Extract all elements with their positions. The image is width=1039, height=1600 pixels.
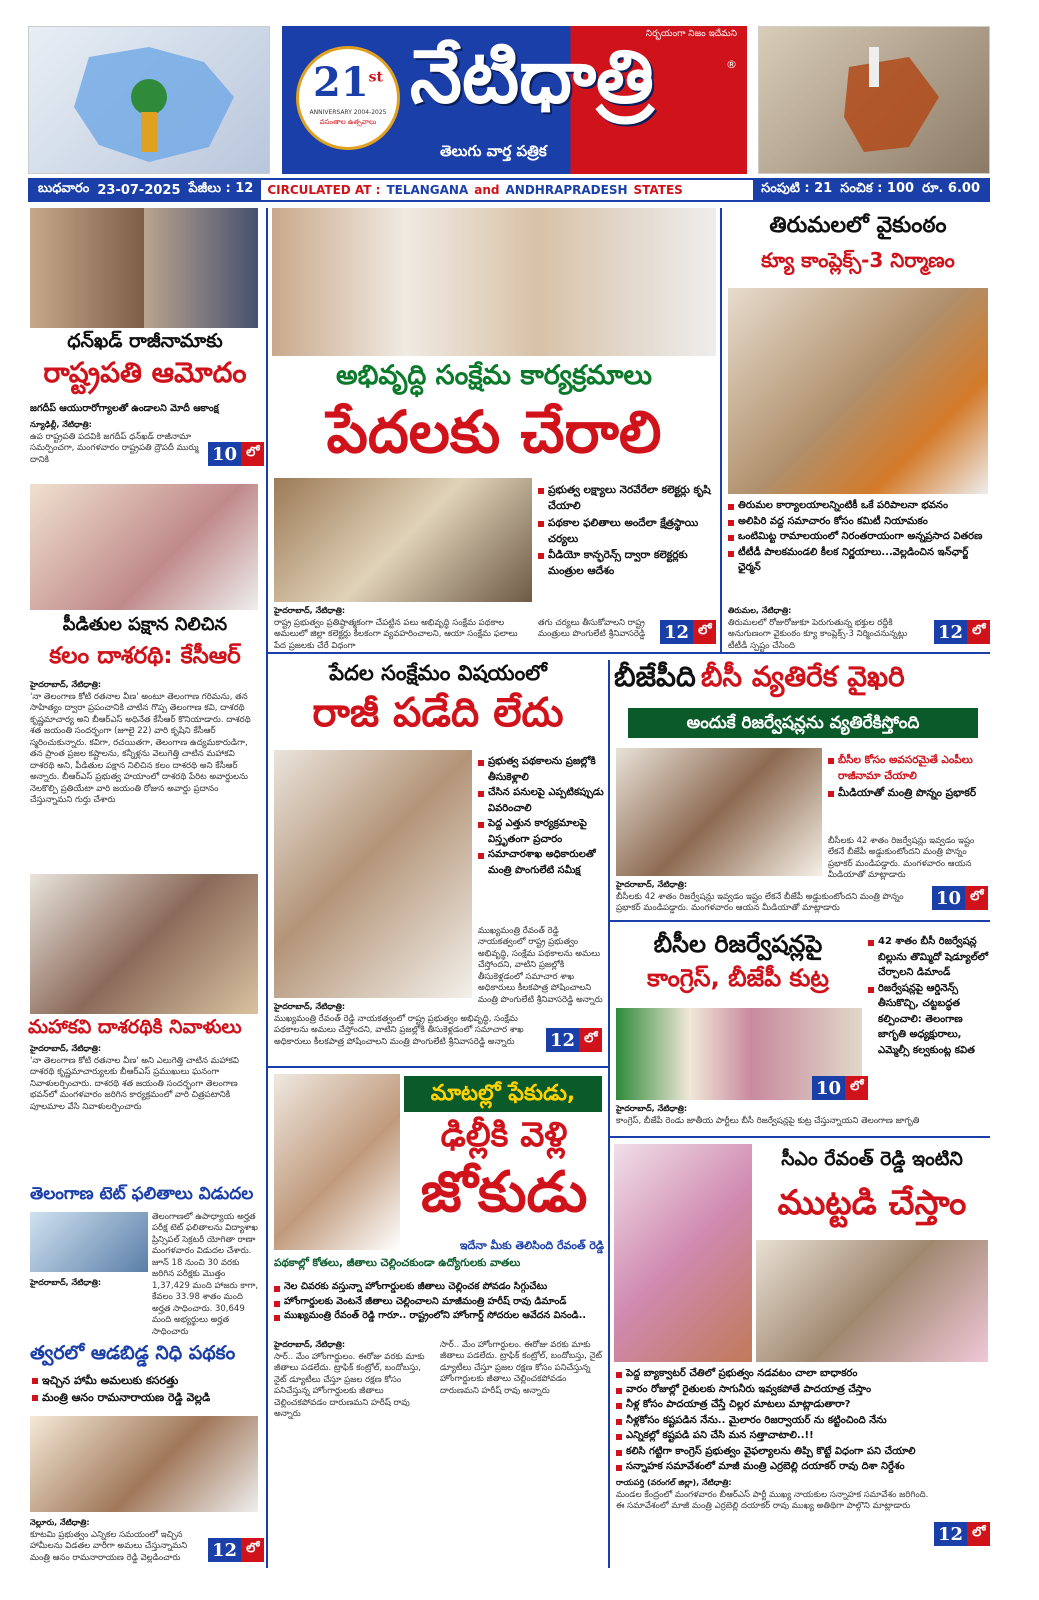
s6-headline: తెలంగాణ టెట్ ఫలితాలు విడుదల: [30, 1184, 254, 1204]
s8-bullets: [478, 754, 604, 878]
s9-headline-row: [614, 662, 990, 691]
s9-headline2: బీసీ వ్యతిరేక వైఖరి: [700, 660, 905, 693]
andhra-map-icon: [759, 27, 991, 175]
s7-bullet: ఇచ్చిన హామీ అమలుకు కసరత్తు: [32, 1372, 260, 1389]
s2-lo: లో: [693, 620, 716, 644]
price: రూ. 6.00: [922, 181, 980, 196]
s10-dateline: హైదరాబాద్, నేటిధాత్రి:: [616, 1104, 688, 1113]
s10-body: కాంగ్రెస్, బీజేపీ రెండు జాతీయ పార్టీలు బీసీ రిజర్వేషన్లపై కుట్ర చేస్తున్నాయని తెలంగాణ జాగృతి: [616, 1116, 920, 1126]
s3-bullet: టీటీడీ పాలకమండలి కీలక నిర్ణయాలు...వెల్లడించిన ఇన్‌ఛార్జ్ ఛైర్మన్: [728, 545, 990, 576]
s7-headline: త్వరలో ఆడబిడ్డ నిధి పథకం: [30, 1342, 236, 1364]
masthead-subtitle: తెలుగు వార్త పత్రిక: [440, 142, 547, 160]
s2-bullet: ప్రభుత్వ లక్ష్యాలు నెరవేరేలా కలెక్టర్లు కృషి చేయాలి: [538, 482, 714, 515]
s7-dateline: నెల్లూరు, నేటిధాత్రి:: [30, 1518, 90, 1527]
column-rule-mid: [608, 660, 610, 1568]
s11-bullets: [274, 1280, 604, 1324]
s2-body2: తగు చర్యలు తీసుకోవాలని రాష్ట్ర మంత్రులు పొంగులేటి శ్రీనివాసరెడ్డి: [538, 618, 646, 640]
s10-page-badge: [812, 1076, 868, 1100]
s4-kicker: పీడితుల పక్షాన నిలిచిన: [62, 614, 228, 635]
s6-dateline: హైదరాబాద్, నేటిధాత్రి:: [30, 1278, 102, 1287]
story-dasarathi-tribute: [28, 874, 262, 1154]
s9-dateline: హైదరాబాద్, నేటిధాత్రి:: [616, 880, 688, 889]
s12-page: 12: [938, 1523, 964, 1545]
s12-dateline: రాయపర్తి (వరంగల్ జిల్లా), నేటిధాత్రి:: [616, 1478, 732, 1487]
s4-dateline: హైదరాబాద్, నేటిధాత్రి:: [30, 680, 102, 689]
s12-bullet: వారం రోజుల్లో రైతులకు సాగునీరు ఇవ్వకపోతే పాదయాత్ర చేస్తాం: [616, 1382, 990, 1398]
s11-bullet: ముఖ్యమంత్రి రేవంత్ రెడ్డి గారూ.. రాష్ట్రంలోని హోంగార్డ్ సోదరుల ఆవేదన వినండి..: [274, 1309, 604, 1324]
s11-bullet: నెల చివరకు వస్తున్నా హోంగార్డులకు జీతాలు చెల్లించక పోవడం సిగ్గుచేటు: [274, 1280, 604, 1295]
s8-kicker: పేదల సంక్షేమం విషయంలో: [329, 661, 547, 685]
s9-band: అందుకే రిజర్వేషన్లను వ్యతిరేకిస్తోంది: [628, 708, 978, 738]
s3-bullet: ఒంటిమిట్ట రామాలయంలో నిరంతరాయంగా అన్నప్రసాద వితరణ: [728, 529, 990, 545]
s8-dateline: హైదరాబాద్, నేటిధాత్రి:: [274, 1002, 346, 1011]
s8-bullet: ప్రభుత్వ పథకాలను ప్రజల్లోకి తీసుకెళ్లాలి: [478, 754, 604, 785]
row-rule-1: [268, 652, 990, 654]
s12-page-badge: [934, 1522, 990, 1546]
s11-kicker: మాటల్లో ఫేకుడు,: [404, 1076, 602, 1112]
story-errabelli: [614, 1144, 990, 1568]
s12-bullet: పెద్ద బ్యాక్వాటర్ చేతిలో ప్రభుత్వం నడవటం చాలా బాధాకరం: [616, 1366, 990, 1382]
s2-bullet: పథకాల ఫలితాలు అందేలా క్షేత్రస్థాయి చర్యలు: [538, 515, 714, 548]
s7-lo: లో: [241, 1538, 264, 1562]
s3-body: తిరుమలలో రోజురోజుకూ పెరుగుతున్న భక్తుల రద్దీకి అనుగుణంగా వైకుంఠం క్యూ కాంప్లెక్స్-3 నిర్మించనున్నట్లు టీటీడీ స్పష్టం చేసింది: [728, 618, 908, 651]
s9-lo: లో: [965, 886, 988, 910]
s1-headline: రాష్ట్రపతి ఆమోదం: [43, 356, 247, 389]
s2-bullets: [538, 482, 714, 580]
s3-kicker: తిరుమలలో వైకుంఠం: [769, 213, 947, 238]
s9-body-side: బీసీలకు 42 శాతం రిజర్వేషన్లు ఇవ్వడం ఇష్టం లేకనే బీజేపీ అడ్డుకుంటోందని మంత్రి పొన్నం ప్రభాకర్ మండిపడ్డారు. మంగళవారం ఆయన మీడియాతో మాట్లాడారు: [828, 836, 975, 881]
s9-bullet: మీడియాతో మంత్రి పొన్నం ప్రభాకర్: [828, 785, 990, 801]
s10-lo: లో: [845, 1076, 868, 1100]
s10-page: 10: [816, 1077, 842, 1099]
badge-anniversary: ANNIVERSARY 2004-2025: [309, 109, 387, 116]
circulation-state2: ANDHRAPRADESH: [505, 183, 628, 197]
s12-bullet: కలిసి గట్టిగా కాంగ్రెస్ ప్రభుత్వం వైఫల్యాలను తిప్పి కొట్టే విధంగా పని చేయాలి: [616, 1444, 990, 1460]
s2-bullet: వీడియో కాన్ఫరెన్స్ ద్వారా కలెక్టర్లకు మంత్రుల ఆదేశం: [538, 547, 714, 580]
photo-harish: [274, 1074, 400, 1250]
s8-bullet: సమాచారశాఖ అధికారులతో మంత్రి పొంగులేటి సమీక్ష: [478, 847, 604, 878]
info-bar: [28, 178, 990, 202]
story-no-compromise: [272, 660, 604, 1062]
s5-body: 'నా తెలంగాణ కోటి రతనాల వీణ' అని ఎలుగెత్తి చాటిన మహాకవి దాశరథి కృష్ణమాచార్యులకు బీఆర్ఎస్ ప్రముఖులు ఘనంగా నివాళులర్పించారు. దాశరథి శత జయంతి సందర్భంగా తెలంగాణ భవన్‌లో మంగళవారం జరిగిన కార్యక్రమంలో వారి చిత్రపటానికి పూలమాల వేసి నివాళులర్పించారు: [30, 1056, 239, 1112]
circulation-and: and: [474, 183, 500, 197]
column-rule-left: [266, 208, 268, 1568]
s4-body: 'నా తెలంగాణ కోటి రతనాల వీణ' అంటూ తెలంగాణ గరిమను, తన సాహిత్యం ద్వారా ప్రపంచానికి చాటిన గొప్ప తెలంగాణ కవి, దాశరథి కృష్ణమాచార్య అని బీఆర్ఎస్ అధినేత కేసీఆర్ కొనియాడారు. దాశరథి శత జయంతి సందర్భంగా (జూలై 22) వారి కృషిని కేసీఆర్ స్మరించుకున్నారు. కవిగా, రచయితగా, తెలంగాణ ఉద్యమకారుడిగా, తన ప్రాంత ప్రజల కష్టాలను, కన్నీళ్లను వెలుగెత్తి చాటిన మహాకవి దాశరథి అని, పీడితుల పక్షాన నిలిచిన కలం దాశరథి అని కేసీఆర్ అన్నారు. బీఆర్ఎస్ ప్రభుత్వ హయాంలో దాశరథి పేరిట అవార్డులను నెలకొల్పి ప్రతియేటా వారి జయంతి రోజున అవార్డు ప్రదానం చేస్తున్నామని గుర్తు చేశారు: [30, 692, 251, 806]
s10-bullets: [868, 934, 990, 1058]
photo-kcr: [30, 484, 258, 610]
s11-sub: ఇదేనా మీకు తెలిసింది రేవంత్ రెడ్డి: [459, 1239, 604, 1252]
s3-bullets: [728, 498, 990, 576]
s3-page-badge: [934, 620, 990, 644]
s9-page-badge: [932, 886, 988, 910]
s2-dateline: హైదరాబాద్, నేటిధాత్రి:: [274, 606, 346, 615]
story-aadabidda: [28, 1344, 262, 1568]
s10-bullet: 42 శాతం బీసీ రిజర్వేషన్ల బిల్లును తొమ్మిదో షెడ్యూల్‌లో చేర్చాలని డిమాండ్: [868, 934, 990, 981]
s12-lo: లో: [967, 1522, 990, 1546]
photo-meeting-crowd: [756, 1240, 988, 1362]
issue-number: సంచిక : 100: [840, 181, 915, 196]
photo-modi-dhankhar: [30, 208, 258, 328]
circulation: [261, 180, 688, 200]
s2-headline: పేదలకు చేరాలి: [326, 398, 662, 466]
photo-ttd-meeting: [728, 288, 988, 494]
s11-body-2: సార్.. మేం హోంగార్డులం. ఈరోజు వరకు మాకు జీతాలు పడలేదు. ట్రాఫిక్ కంట్రోల్, బందోబస్తు, నైట్ డ్యూటీలు చేస్తూ ప్రజల రక్షణ కోసం పనిచేస్తున్న హోంగార్డులకు జీతాలు చెల్లించకపోవడం దారుణమని హరీష్ రావు అన్నారు: [440, 1340, 603, 1396]
masthead: [28, 26, 990, 176]
s3-dateline: తిరుమల, నేటిధాత్రి:: [728, 606, 792, 615]
s1-kicker: ధన్‌ఖడ్ రాజీనామాకు: [67, 330, 223, 352]
anniversary-badge: [296, 46, 400, 150]
s11-dateline: హైదరాబాద్, నేటిధాత్రి:: [274, 1340, 346, 1349]
s12-bullets: [616, 1366, 990, 1475]
story-bjp-bc: [614, 660, 990, 916]
column-rule-right: [720, 208, 722, 653]
s12-kicker: సీఎం రేవంత్ రెడ్డి ఇంటిని: [781, 1148, 963, 1170]
s7-bullet: మంత్రి ఆనం రామనారాయణ రెడ్డి వెల్లడి: [32, 1389, 260, 1406]
s1-lo: లో: [241, 442, 264, 466]
s9-bullet: బీసీల కోసం అవసరమైతే ఎంపీలు రాజీనామా చేయాలి: [828, 752, 990, 785]
s11-sub2: పథకాల్లో కోతలు, జీతాలు చెల్లించకుండా ఉద్యోగులకు వాతలు: [274, 1257, 521, 1269]
story-tirumala: [726, 208, 990, 651]
s6-body: తెలంగాణలో ఉపాధ్యాయ అర్హత పరీక్ష టెట్ ఫలితాలను విద్యాశాఖ ప్రిన్సిపల్ సెక్రటరీ యోగితా రాణా మంగళవారం విడుదల చేశారు. జూన్ 18 నుంచి 30 వరకు జరిగిన పరీక్షకు మొత్తం 1,37,429 మంది హాజరు కాగా, కేవలం 33.98 శాతం మంది అర్హత సాధించారు. 30,649 మంది అభ్యర్థులు అర్హత సాధించారు: [152, 1212, 259, 1337]
row-rule-4: [610, 1136, 990, 1138]
s8-page-badge: [546, 1028, 602, 1052]
story-kcr: [28, 484, 262, 866]
s7-page-badge: [208, 1538, 264, 1562]
s8-page: 12: [550, 1029, 576, 1051]
photo-anam: [30, 1416, 258, 1512]
andhra-map-image: [758, 26, 990, 174]
s1-page: 10: [212, 443, 238, 465]
s12-headline: ముట్టడి చేస్తాం: [777, 1183, 967, 1223]
s2-kicker: అభివృద్ధి సంక్షేమ కార్యక్రమాలు: [336, 360, 652, 391]
s8-body: ముఖ్యమంత్రి రేవంత్ రెడ్డి నాయకత్వంలో రాష్ట్ర ప్రభుత్వం అభివృద్ధి, సంక్షేమ పథకాలను అమలు చేస్తోందని, వాటిని ప్రజల్లోకి తీసుకెళ్లడంలో సమాచార శాఖ అధికారులు కీలకపాత్ర పోషించాలని మంత్రి పొంగులేటి శ్రీనివాసరెడ్డి అన్నారు: [274, 1014, 524, 1047]
s3-bullet: తిరుమల కార్యాలయాలన్నింటికీ ఒకే పరిపాలనా భవనం: [728, 498, 990, 514]
story-dhankhar: [28, 208, 262, 472]
s3-headline: క్యూ కాంప్లెక్స్-3 నిర్మాణం: [761, 248, 955, 272]
row-rule-2: [268, 1066, 608, 1068]
s7-bullets: [32, 1372, 260, 1406]
s9-bullets: [828, 752, 990, 801]
s8-headline: రాజీ పడేది లేదు: [312, 690, 564, 736]
s8-bullet: చేసిన పనులపై ఎప్పటికప్పుడు వివరించాలి: [478, 785, 604, 816]
photo-laptop: [30, 1212, 148, 1272]
s11-headline2: జోకుడు: [420, 1160, 588, 1225]
badge-telugu: వసంతాల ఉత్సవాలు: [319, 118, 377, 126]
s10-kicker: బీసీల రిజర్వేషన్లపై: [653, 930, 823, 958]
s10-bullet: రిజర్వేషన్లపై ఆర్డినెన్స్ తీసుకొచ్చి, చట్టబద్ధత కల్పించాలి: తెలంగాణ జాగృతి అధ్యక్షురాలు, ఎమ్మెల్సీ కల్వకుంట్ల కవిత: [868, 981, 990, 1059]
s5-dateline: హైదరాబాద్, నేటిధాత్రి:: [30, 1044, 102, 1053]
masthead-banner: [282, 26, 747, 174]
badge-sup: st: [368, 69, 384, 86]
issue-date: 23-07-2025: [97, 182, 181, 198]
issue-day: బుధవారం: [38, 181, 90, 196]
circulation-state1: TELANGANA: [386, 183, 469, 197]
s12-body: మండల కేంద్రంలో మంగళవారం బీఆర్ఎస్ పార్టీ ముఖ్య నాయకుల సన్నాహక సమావేశం జరిగింది. ఈ సమావేశంలో మాజీ మంత్రి ఎర్రబెల్లి దయాకర్ రావు ముఖ్య అతిథిగా పాల్గొని మాట్లాడారు: [616, 1490, 929, 1512]
story-lead-welfare: [272, 208, 716, 651]
s7-page: 12: [212, 1539, 238, 1561]
photo-ponnam: [616, 748, 822, 876]
s1-sub: జగదీప్ ఆయురారోగ్యాలతో ఉండాలని మోదీ ఆకాంక్ష: [30, 403, 219, 414]
story-bc-reservations: [614, 928, 990, 1132]
s1-page-badge: [208, 442, 264, 466]
issue-meta: [753, 180, 988, 200]
badge-number: 21: [312, 59, 369, 106]
s9-body: బీసీలకు 42 శాతం రిజర్వేషన్లు ఇవ్వడం ఇష్టం లేకనే బీజేపీ అడ్డుకుంటోందని మంత్రి పొన్నం ప్రభాకర్ మండిపడ్డారు. మంగళవారం ఆయన మీడియాతో మాట్లాడారు: [616, 892, 904, 914]
registered-icon: ®: [726, 58, 737, 71]
photo-video-conference: [274, 478, 532, 602]
s2-body: రాష్ట్ర ప్రభుత్వం ప్రతిష్ఠాత్మకంగా చేపట్టిన పలు అభివృద్ధి సంక్షేమ పథకాల అమలులో జిల్లా కలెక్టర్లు కీలకంగా వ్యవహరించాలని, ఆయా సంక్షేమ ఫలాలు పేద ప్రజలకు చేరే విధంగా: [274, 618, 518, 651]
s12-bullet: సన్నాహక సమావేశంలో మాజీ మంత్రి ఎర్రబెల్లి దయాకర్ రావు దిశా నిర్దేశం: [616, 1459, 990, 1475]
s2-page: 12: [664, 621, 690, 643]
s4-headline: కలం దాశరథి: కేసీఆర్: [49, 643, 241, 669]
s3-bullet: అలిపిరి వద్ద సమాచారం కోసం కమిటీ నియామకం: [728, 514, 990, 530]
s9-page: 10: [936, 887, 962, 909]
row-rule-3: [610, 920, 990, 922]
s3-page: 12: [938, 621, 964, 643]
s7-body: కూటమి ప్రభుత్వం ఎన్నికల సమయంలో ఇచ్చిన హామీలను విడతల వారీగా అమలు చేస్తున్నామని మంత్రి ఆనం రామనారాయణ రెడ్డి వెల్లడించారు: [30, 1530, 188, 1563]
s10-headline: కాంగ్రెస్, బీజేపీ కుట్ర: [647, 964, 829, 992]
story-tet-results: [28, 1184, 262, 1337]
s12-bullet: ఎన్నికల్లో కష్టపడి పని చేసి మన సత్తాచాటాలి..!!: [616, 1428, 990, 1444]
s3-lo: లో: [967, 620, 990, 644]
photo-ponguleti: [274, 750, 472, 998]
story-harish: [272, 1074, 604, 1568]
s11-headline1: ఢిల్లీకి వెళ్లి: [440, 1115, 568, 1155]
issue-day-date: [30, 180, 261, 200]
s2-page-badge: [660, 620, 716, 644]
s8-lo: లో: [579, 1028, 602, 1052]
telangana-map-image: [28, 26, 270, 174]
telangana-map-icon: [29, 27, 271, 175]
s12-bullet: నీళ్లకోసం కష్టపడిన నేను.. మైలారం రిజర్వాయర్ ను కట్టించింది నేను: [616, 1413, 990, 1429]
s5-caption: మహాకవి దాశరథికి నివాళులు: [28, 1016, 242, 1038]
volume: సంపుటి : 21: [761, 181, 833, 196]
s8-bullet: పెద్ద ఎత్తున కార్యక్రమాలపై విస్తృతంగా ప్రచారం: [478, 816, 604, 847]
s9-headline1: బీజేపీది: [614, 660, 696, 693]
s11-bullet: హోంగార్డులకు వెంటనే జీతాలు చెల్లించాలని మాజీమంత్రి హరీష్ రావు డిమాండ్: [274, 1295, 604, 1310]
circulation-label: CIRCULATED AT :: [267, 183, 381, 197]
photo-ministers: [272, 208, 716, 356]
photo-tribute: [30, 874, 258, 1014]
circulation-end: STATES: [633, 183, 683, 197]
s1-body: ఉప రాష్ట్రపతి పదవికి జగదీప్ ధన్‌ఖడ్ రాజీనామా సమర్పించగా, మంగళవారం రాష్ట్రపతి ద్రౌపదీ ముర్ము దానికి: [30, 432, 199, 465]
page-count: పేజీలు : 12: [188, 181, 254, 196]
s8-body-side: ముఖ్యమంత్రి రేవంత్ రెడ్డి నాయకత్వంలో రాష్ట్ర ప్రభుత్వం అభివృద్ధి, సంక్షేమ పథకాలను అమలు చేస్తోందని, వాటిని ప్రజల్లోకి తీసుకెళ్లడంలో సమాచార శాఖ అధికారులు కీలకపాత్ర పోషించాలని మంత్రి పొంగులేటి శ్రీనివాసరెడ్డి అన్నారు: [478, 926, 603, 1005]
masthead-title: నేటిధాత్రి: [410, 34, 654, 120]
s1-dateline: న్యూఢిల్లీ, నేటిధాత్రి:: [30, 420, 92, 429]
s11-body: సార్.. మేం హోంగార్డులం. ఈరోజు వరకు మాకు జీతాలు పడలేదు. ట్రాఫిక్ కంట్రోల్, బందోబస్తు, నైట్ డ్యూటీలు చేస్తూ ప్రజల రక్షణ కోసం పనిచేస్తున్న హోంగార్డులకు జీతాలు చెల్లించకపోవడం దారుణమని హరీష్ రావు అన్నారు: [274, 1352, 425, 1420]
masthead-tagline: నిర్భయంగా నిజం ఇదేమని: [645, 29, 737, 39]
s12-bullet: నీళ్ల కోసం పాదయాత్ర చేస్తే చిల్లర మాటలు మాట్లాడుతారా?: [616, 1397, 990, 1413]
photo-errabelli: [614, 1144, 752, 1362]
